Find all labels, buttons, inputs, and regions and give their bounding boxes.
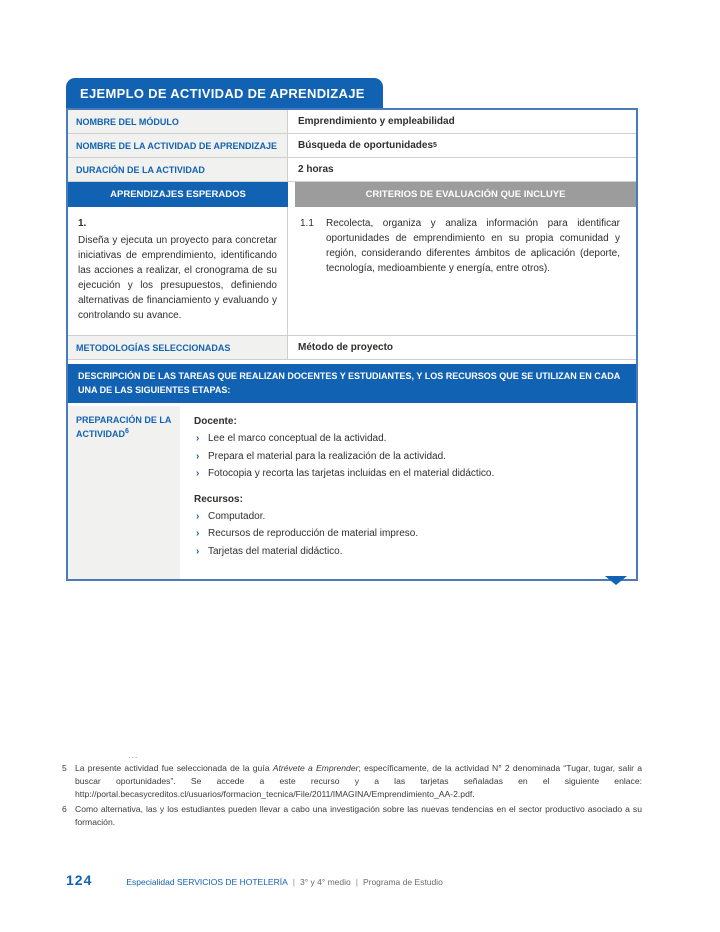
footnote-6 [62, 803, 642, 829]
recurso-3: Tarjetas del material didáctico. [208, 545, 343, 557]
footnote-continuation-ellipsis: ... [128, 750, 139, 760]
footnote-5-text-after: ; específicamente, de la actividad N° 2 denominada “Tugar, tugar, salir a buscar oportunidades”. Se accede a este recurso y a las tarjetas señaladas en el siguiente enlace: [75, 763, 643, 786]
expected-learning-cell [68, 207, 288, 335]
activity-name-value: Búsqueda de oportunidades 5 [298, 140, 437, 151]
header-gap [288, 182, 295, 207]
duration-value: 2 horas [298, 164, 334, 175]
criterion-text: Recolecta, organiza y analiza información para identificar oportunidades de emprendimiento en su propia comunidad y región, considerando diferentes ámbitos de aplicación (deporte, tecnología, medioambiente y energía, entre otros). [326, 218, 620, 274]
module-name-value: Emprendimiento y empleabilidad [298, 116, 455, 127]
docente-heading: Docente: [194, 416, 237, 427]
methodology-value: Método de proyecto [298, 342, 394, 353]
footnote-number: 5 [62, 763, 67, 773]
docente-task-1: Lee el marco conceptual de la actividad. [208, 433, 387, 444]
footnote-6-text: Como alternativa, las y los estudiantes pueden llevar a cabo una investigación sobre las nuevas tendencias en el sector productivo asociado a su formación. [75, 803, 642, 827]
footnote-5-guide-title: Atrévete a Emprender [272, 763, 359, 773]
preparation-label-text: PREPARACIÓN DE LA ACTIVIDAD [76, 415, 172, 439]
continue-arrow-icon [605, 576, 627, 585]
footnote-number: 6 [62, 803, 67, 814]
methodology-label: METODOLOGÍAS SELECCIONADAS [68, 336, 288, 359]
footer-grade: 3° y 4° medio [299, 877, 351, 887]
bullet-icon: › [196, 528, 200, 539]
page-footer [66, 872, 443, 888]
list-item [196, 545, 620, 560]
bullet-icon: › [196, 510, 200, 522]
footer-separator: | [355, 877, 358, 887]
criteria-header-row [68, 182, 636, 207]
footnotes-section [62, 750, 642, 828]
footnote-5-text-before: La presente actividad fue seleccionada de la guía [75, 763, 273, 773]
footnote-5 [62, 762, 642, 801]
expected-learning-number: 1. [78, 218, 87, 229]
preparation-content [180, 406, 636, 579]
evaluation-criteria-header: CRITERIOS DE EVALUACIÓN QUE INCLUYE [295, 182, 636, 207]
list-item [196, 467, 620, 482]
footer-text [126, 877, 442, 887]
page-title-label: EJEMPLO DE ACTIVIDAD DE APRENDIZAJE [80, 86, 365, 101]
table-row-methodology [68, 336, 636, 360]
description-banner: DESCRIPCIÓN DE LAS TAREAS QUE REALIZAN DOCENTES Y ESTUDIANTES, Y LOS RECURSOS QUE SE UTILIZAN EN CADA UNA DE LAS SIGUIENTES ETAPAS: [68, 364, 636, 403]
evaluation-criteria-cell [288, 207, 636, 335]
activity-name-text: Búsqueda de oportunidades [298, 140, 434, 151]
footer-program: Programa de Estudio [362, 877, 443, 887]
list-item [196, 450, 620, 465]
table-row-activity-name [68, 134, 636, 158]
expected-learnings-header: APRENDIZAJES ESPERADOS [68, 182, 288, 207]
page-title [66, 78, 383, 108]
expected-learning-text: Diseña y ejecuta un proyecto para concretar iniciativas de emprendimiento, identificando las acciones a realizar, el cronograma de su ejecución y los presupuestos, definiendo alternativas de financiamiento y evaluando y controlando su avance. [78, 235, 277, 321]
docente-task-list [196, 432, 620, 482]
duration-label: DURACIÓN DE LA ACTIVIDAD [68, 158, 288, 181]
recursos-list [196, 510, 620, 560]
table-row-module [68, 110, 636, 134]
preparation-row [68, 406, 636, 579]
list-item [196, 527, 620, 542]
docente-task-2: Prepara el material para la realización de la actividad. [208, 450, 446, 462]
footnote-ref-6: 6 [125, 427, 129, 435]
bullet-icon: › [196, 433, 200, 444]
footer-specialty: Especialidad SERVICIOS DE HOTELERÍA [126, 877, 288, 887]
preparation-label [68, 406, 180, 579]
activity-name-label: NOMBRE DE LA ACTIVIDAD DE APRENDIZAJE [68, 134, 288, 157]
page-number: 124 [66, 872, 93, 888]
docente-task-3: Fotocopia y recorta las tarjetas incluidas en el material didáctico. [208, 468, 495, 479]
recurso-2: Recursos de reproducción de material impreso. [208, 528, 419, 539]
list-item [196, 510, 620, 525]
footnote-link[interactable]: http://portal.becasycreditos.cl/usuarios/formacion_tecnica/File/2011/IMAGINA/Emprendimiento_AA-2.pdf. [75, 788, 475, 799]
activity-table [66, 108, 638, 581]
list-item [196, 432, 620, 447]
recurso-1: Computador. [208, 510, 266, 522]
recursos-heading: Recursos: [194, 493, 243, 505]
footnote-text [75, 762, 642, 801]
bullet-icon: › [196, 450, 200, 462]
bullet-icon: › [196, 468, 200, 479]
table-row-duration [68, 158, 636, 182]
module-name-label: NOMBRE DEL MÓDULO [68, 110, 288, 133]
footer-separator: | [292, 877, 295, 887]
criteria-body-row [68, 207, 636, 336]
activity-example-block [66, 78, 638, 581]
bullet-icon: › [196, 545, 200, 557]
criterion-number: 1.1 [300, 218, 314, 229]
